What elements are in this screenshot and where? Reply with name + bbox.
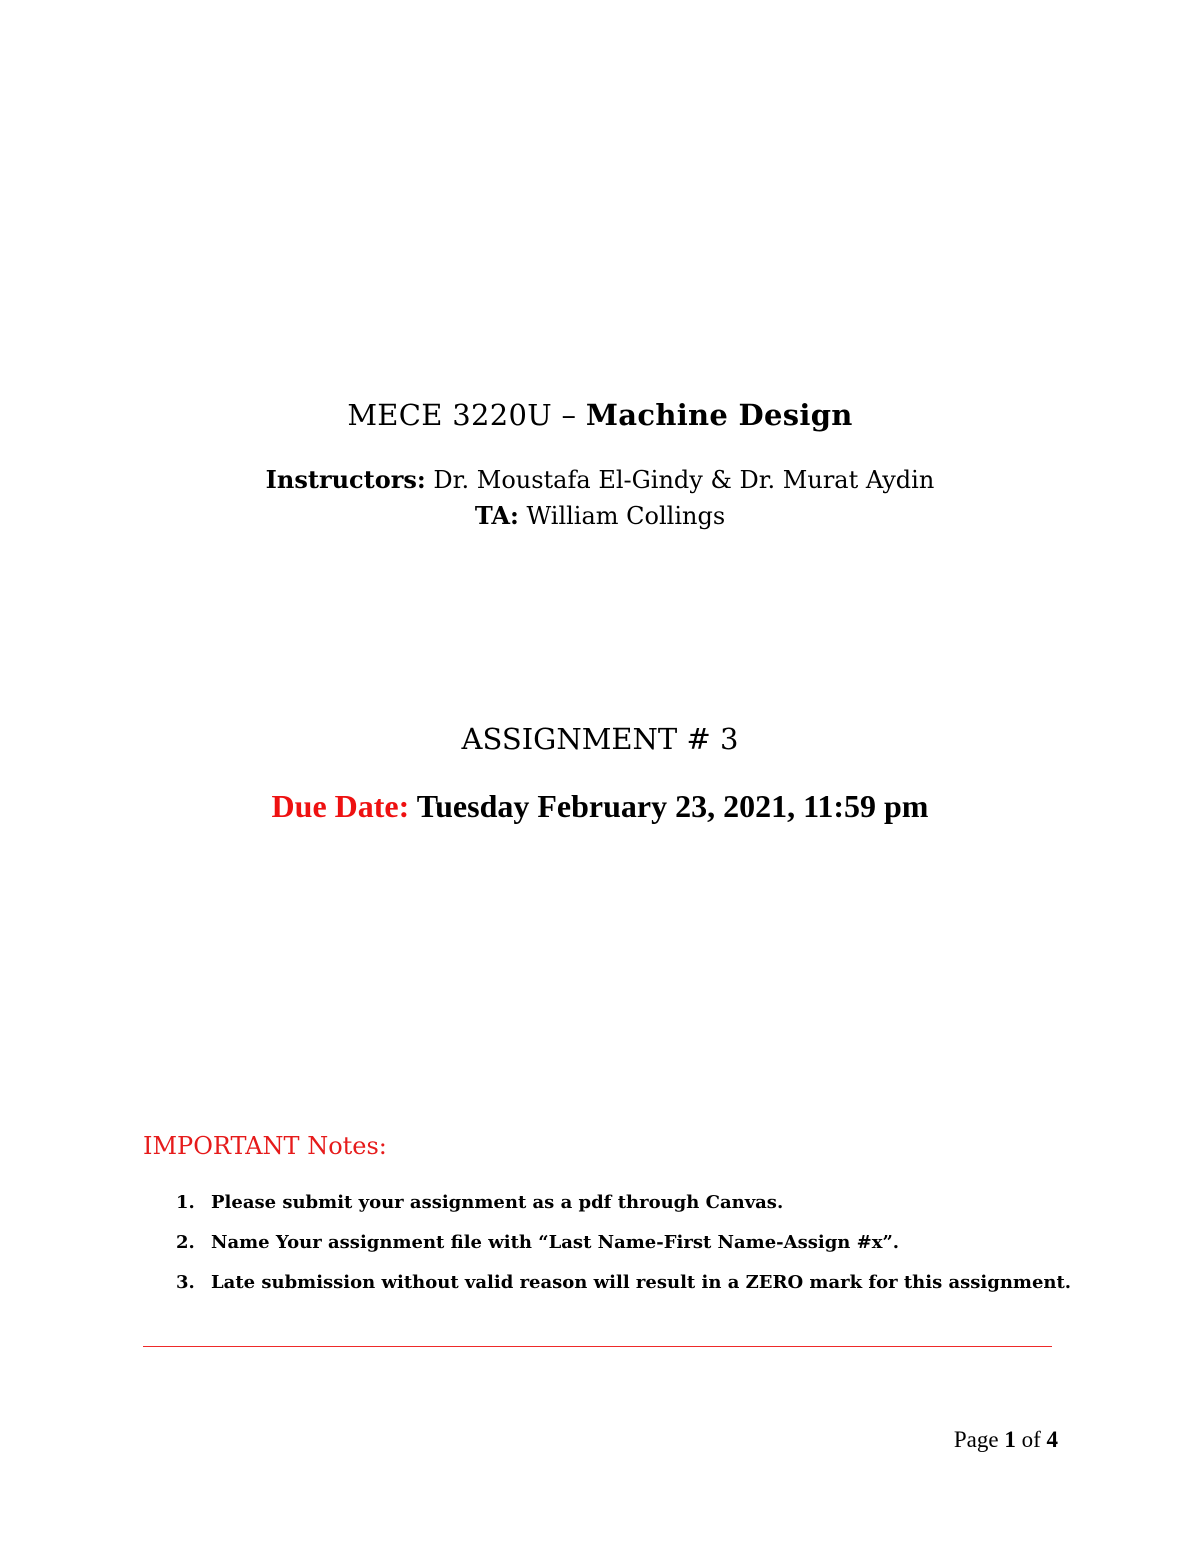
- course-title: [0, 398, 1200, 432]
- footer-current-page: 1: [1004, 1427, 1016, 1452]
- notes-heading: IMPORTANT Notes:: [143, 1132, 387, 1160]
- list-item-text: Late submission without valid reason will result in a ZERO mark for this assignment.: [211, 1272, 1072, 1293]
- ta-value: William Collings: [526, 502, 726, 530]
- list-item-number: 1.: [176, 1192, 195, 1213]
- course-title-separator: –: [561, 398, 577, 432]
- list-item-text: Name Your assignment file with “Last Name-First Name-Assign #x”.: [211, 1232, 900, 1253]
- list-item: [176, 1272, 1071, 1312]
- list-item-text: Please submit your assignment as a pdf through Canvas.: [211, 1192, 784, 1213]
- footer-of-word: of: [1021, 1427, 1041, 1452]
- horizontal-rule: [143, 1346, 1052, 1347]
- page-number-footer: [954, 1427, 1058, 1453]
- due-date-label: Due Date:: [271, 788, 410, 824]
- instructors-line: [0, 465, 1200, 494]
- due-date-value: Tuesday February 23, 2021, 11:59 pm: [416, 788, 929, 824]
- assignment-title: ASSIGNMENT # 3: [461, 722, 739, 756]
- due-date-line: [0, 788, 1200, 825]
- instructors-value: Dr. Moustafa El-Gindy & Dr. Murat Aydin: [433, 466, 935, 494]
- ta-label: TA:: [474, 501, 519, 530]
- ta-line: [0, 501, 1200, 530]
- list-item-number: 3.: [176, 1272, 195, 1293]
- footer-page-word: Page: [953, 1427, 999, 1452]
- course-code: MECE 3220U: [347, 398, 552, 432]
- course-name: Machine Design: [585, 398, 853, 432]
- list-item-number: 2.: [176, 1232, 195, 1253]
- list-item: [176, 1192, 1071, 1232]
- notes-list: [176, 1192, 1071, 1312]
- list-item: [176, 1232, 1071, 1272]
- instructors-label: Instructors:: [265, 465, 426, 494]
- footer-total-pages: 4: [1046, 1427, 1058, 1452]
